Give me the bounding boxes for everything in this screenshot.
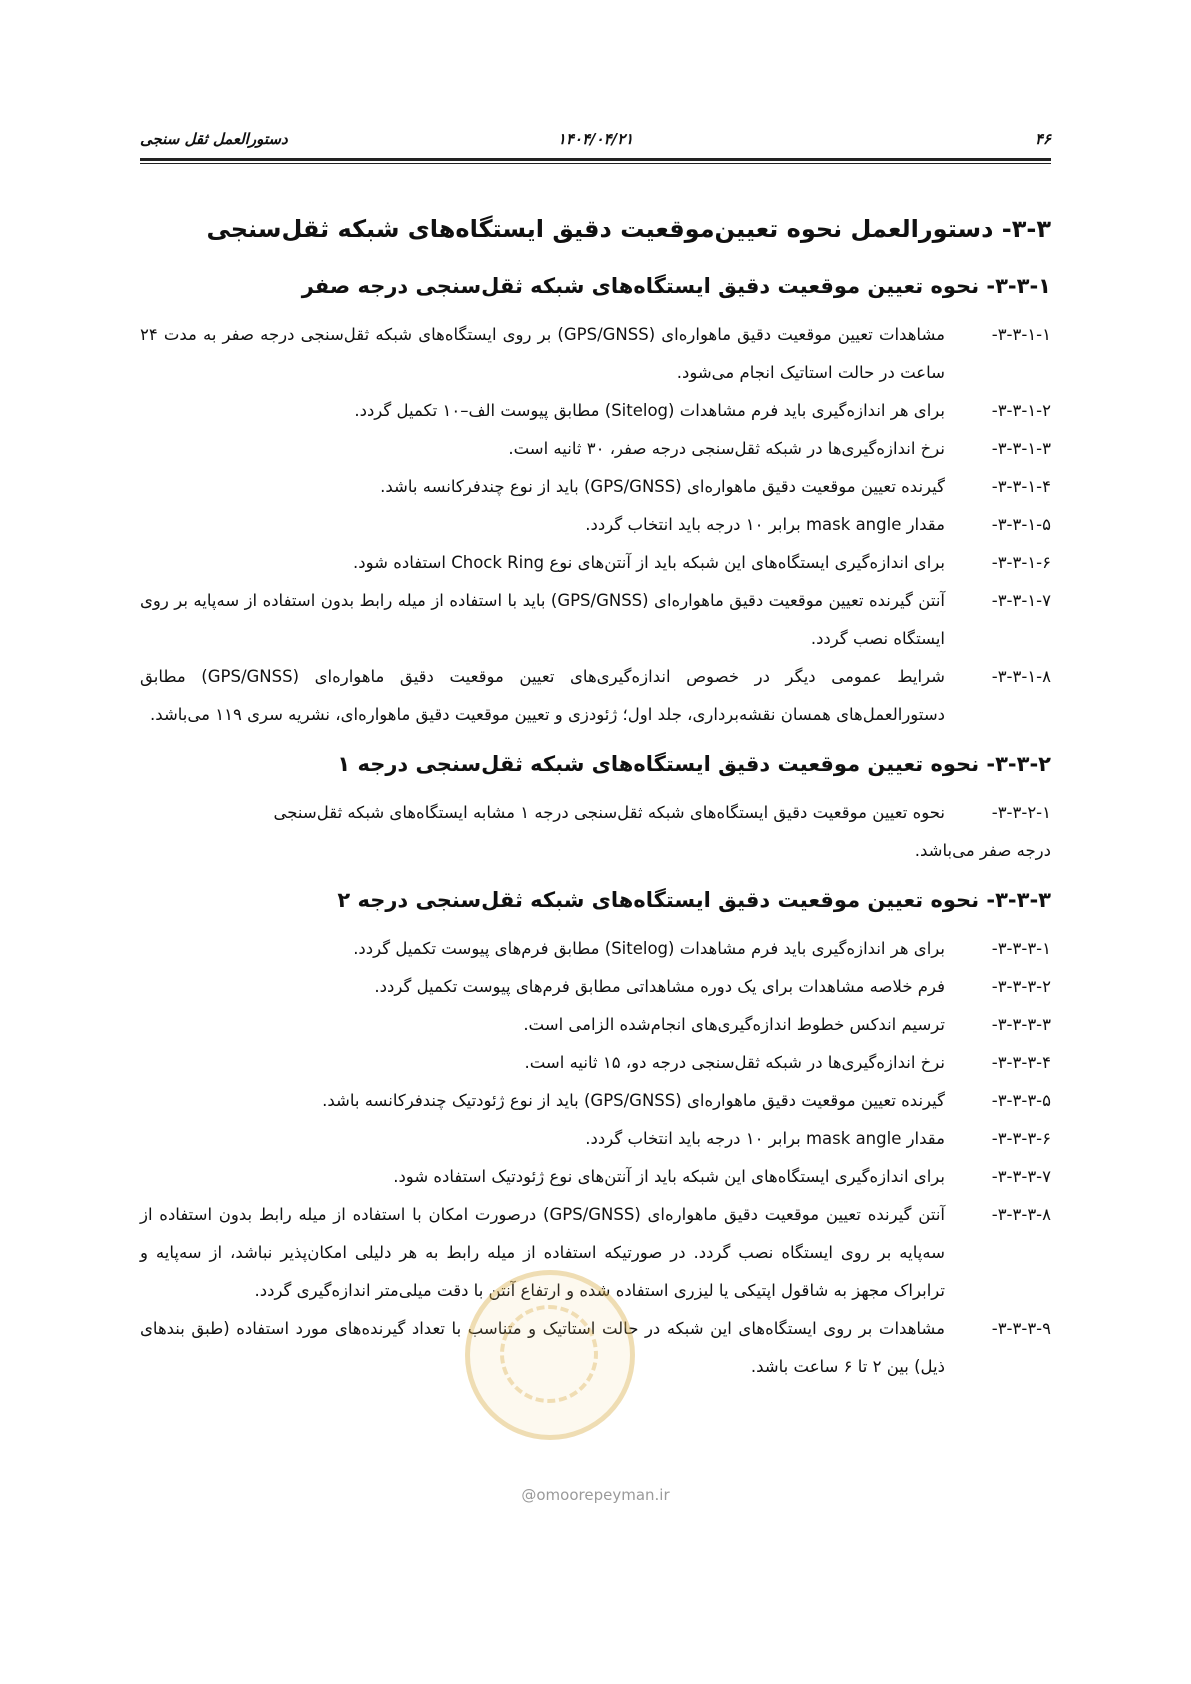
item-number: ۳-۳-۱-۴- [991,477,1051,496]
item-text: نحوه تعیین موقعیت دقیق ایستگاه‌های شبکه ثقل‌سنجی درجه ۱ مشابه ایستگاه‌های شبکه ثقل‌سنجی [273,803,945,822]
item-number: ۳-۳-۳-۱- [991,939,1051,958]
item-text: شرایط عمومی دیگر در خصوص اندازه‌گیری‌های تعیین موقعیت دقیق ماهواره‌ای (GPS/GNSS) مطابق دستورالعمل‌های همسان نقشه‌برداری، جلد اول؛ ژئودزی و تعیین موقعیت دقیق ماهواره‌ای، نشریه سری ۱۱۹ می‌باشد. [140,667,946,724]
list-item [140,544,1051,582]
section-title: ۳-۳- دستورالعمل نحوه تعیین‌موقعیت دقیق ایستگاه‌های شبکه ثقل‌سنجی [206,215,1051,243]
list-item [140,582,1051,658]
document-body [140,208,1051,1386]
item-number: ۳-۳-۳-۵- [991,1091,1051,1110]
item-text: مقدار mask angle برابر ۱۰ درجه باید انتخاب گردد. [585,515,945,534]
list-item [140,468,1051,506]
item-text: مشاهدات تعیین موقعیت دقیق ماهواره‌ای (GPS/GNSS) بر روی ایستگاه‌های شبکه ثقل‌سنجی درجه صفر به مدت ۲۴ ساعت در حالت استاتیک انجام می‌شود. [140,325,946,382]
subsection-title: ۳-۳-۱- نحوه تعیین موقعیت دقیق ایستگاه‌های شبکه ثقل‌سنجی درجه صفر [301,274,1051,298]
item-number: ۳-۳-۱-۵- [991,515,1051,534]
item-number: ۳-۳-۱-۱- [991,325,1051,344]
item-text: مقدار mask angle برابر ۱۰ درجه باید انتخاب گردد. [585,1129,945,1148]
watermark-url: @omoorepeyman.ir [521,1486,670,1504]
item-text: برای اندازه‌گیری ایستگاه‌های این شبکه باید از آنتن‌های نوع Chock Ring استفاده شود. [353,553,945,572]
item-text: گیرنده تعیین موقعیت دقیق ماهواره‌ای (GPS/GNSS) باید از نوع چندفرکانسه باشد. [380,477,945,496]
item-number: ۳-۳-۱-۲- [991,401,1051,420]
item-number: ۳-۳-۲-۱- [991,803,1051,822]
list-item [140,316,1051,392]
item-text: گیرنده تعیین موقعیت دقیق ماهواره‌ای (GPS/GNSS) باید از نوع ژئودتیک چندفرکانسه باشد. [322,1091,945,1110]
list-item [140,1158,1051,1196]
item-number: ۳-۳-۳-۳- [991,1015,1051,1034]
list-item [140,392,1051,430]
item-number: ۳-۳-۱-۶- [991,553,1051,572]
item-number: ۳-۳-۳-۶- [991,1129,1051,1148]
seal-gear-icon [500,1305,598,1403]
item-text: نرخ اندازه‌گیری‌ها در شبکه ثقل‌سنجی درجه دو، ۱۵ ثانیه است. [524,1053,945,1072]
item-number: ۳-۳-۳-۷- [991,1167,1051,1186]
item-number: ۳-۳-۱-۸- [991,667,1051,686]
item-text: برای اندازه‌گیری ایستگاه‌های این شبکه باید از آنتن‌های نوع ژئودتیک استفاده شود. [393,1167,945,1186]
item-text: برای هر اندازه‌گیری باید فرم مشاهدات (Sitelog) مطابق پیوست الف–۱۰ تکمیل گردد. [354,401,945,420]
item-number: ۳-۳-۳-۸- [991,1205,1051,1224]
item-number: ۳-۳-۱-۷- [991,591,1051,610]
list-item [140,930,1051,968]
list-item [140,506,1051,544]
item-continuation: درجه صفر می‌باشد. [914,841,1051,860]
item-text: ترسیم اندکس خطوط اندازه‌گیری‌های انجام‌شده الزامی است. [523,1015,945,1034]
item-text: مشاهدات بر روی ایستگاه‌های این شبکه در حالت استاتیک و متناسب با تعداد گیرنده‌های مورد استفاده (طبق بندهای ذیل) بین ۲ تا ۶ ساعت باشد. [140,1319,945,1376]
header-date: ۱۴۰۴/۰۴/۲۱ [557,130,634,148]
list-item [140,1006,1051,1044]
header-title: دستورالعمل ثقل سنجی [140,130,288,148]
subsection-title: ۳-۳-۳- نحوه تعیین موقعیت دقیق ایستگاه‌های شبکه ثقل‌سنجی درجه ۲ [337,888,1051,912]
item-text: فرم خلاصه مشاهدات برای یک دوره مشاهداتی مطابق فرم‌های پیوست تکمیل گردد. [374,977,945,996]
list-item [140,968,1051,1006]
item-text: برای هر اندازه‌گیری باید فرم مشاهدات (Sitelog) مطابق فرم‌های پیوست تکمیل گردد. [353,939,945,958]
subsection-title: ۳-۳-۲- نحوه تعیین موقعیت دقیق ایستگاه‌های شبکه ثقل‌سنجی درجه ۱ [337,752,1051,776]
list-item [140,1120,1051,1158]
list-item [140,1082,1051,1120]
page-number: ۴۶ [1034,130,1051,148]
seal-logo-icon [465,1270,635,1440]
item-number: ۳-۳-۳-۲- [991,977,1051,996]
item-number: ۳-۳-۳-۴- [991,1053,1051,1072]
list-item [140,1044,1051,1082]
item-text: نرخ اندازه‌گیری‌ها در شبکه ثقل‌سنجی درجه صفر، ۳۰ ثانیه است. [508,439,945,458]
item-number: ۳-۳-۱-۳- [991,439,1051,458]
item-text: آنتن گیرنده تعیین موقعیت دقیق ماهواره‌ای (GPS/GNSS) درصورت امکان با استفاده از میله رابط بدون استفاده از سه‌پایه بر روی ایستگاه نصب گردد. در صورتیکه استفاده از میله رابط به هر دلیلی امکان‌پذیر نباشد، از سه‌پایه و ترابراک مجهز به شاقول اپتیکی یا لیزری استفاده شده و ارتفاع آنتن با دقت میلی‌متر اندازه‌گیری گردد. [140,1205,946,1300]
list-item [140,794,1051,832]
item-text: آنتن گیرنده تعیین موقعیت دقیق ماهواره‌ای (GPS/GNSS) باید با استفاده از میله رابط بدون استفاده از سه‌پایه بر روی ایستگاه نصب گردد. [140,591,945,648]
item-number: ۳-۳-۳-۹- [991,1319,1051,1338]
list-item [140,658,1051,734]
list-item [140,430,1051,468]
header-divider [140,163,1051,164]
page-header [140,128,1051,161]
